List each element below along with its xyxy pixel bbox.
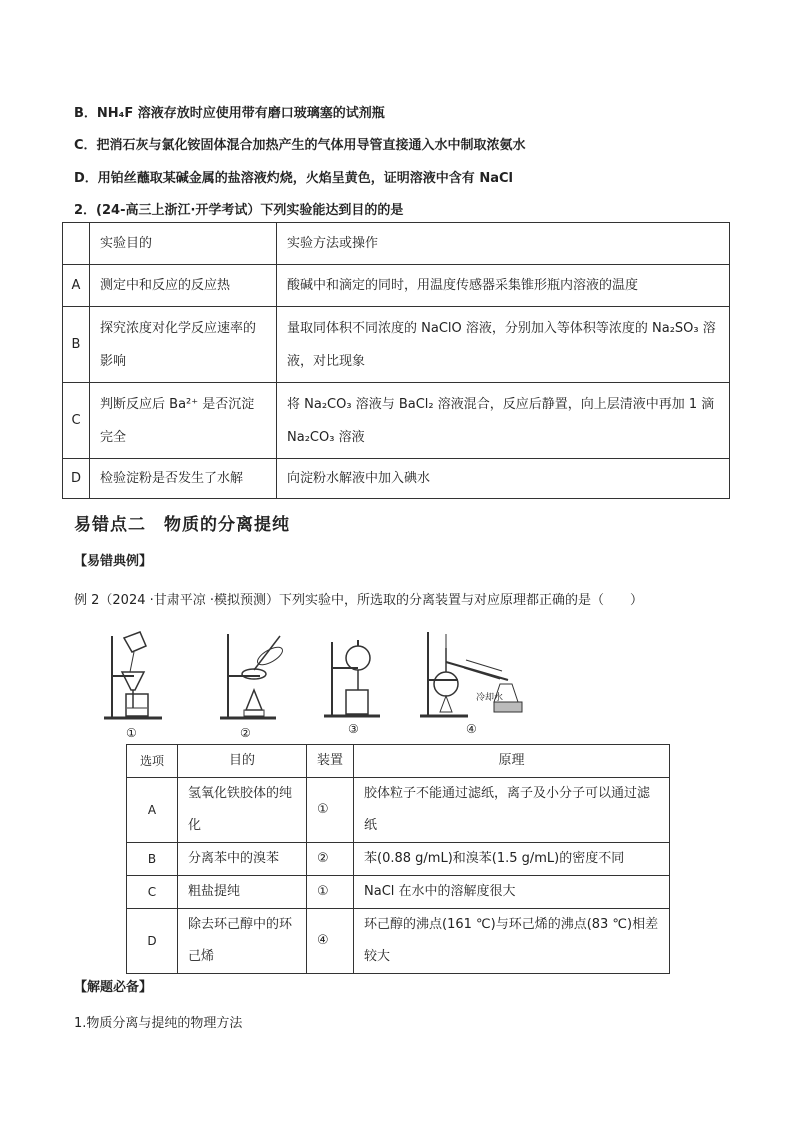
row-method: 将 Na₂CO₃ 溶液与 BaCl₂ 溶液混合，反应后静置，向上层清液中再加 1 滴 Na₂CO₃ 溶液 <box>277 383 730 459</box>
table-row <box>63 459 730 499</box>
header-method: 实验方法或操作 <box>277 223 730 265</box>
cooling-water-label: 冷却水 <box>476 693 504 703</box>
row-goal: 探究浓度对化学反应速率的影响 <box>90 307 277 383</box>
separation-table <box>126 744 670 974</box>
point-1: 1.物质分离与提纯的物理方法 <box>74 1016 243 1031</box>
example-2: 例 2（2024 ·甘肃平凉 ·模拟预测）下列实验中，所选取的分离装置与对应原理都正确的是（ ） <box>74 593 644 608</box>
separatory-funnel-figure <box>322 628 387 723</box>
table-header-row <box>63 223 730 265</box>
header-goal: 目的 <box>178 745 307 778</box>
option-b: B．NH₄F 溶液存放时应使用带有磨口玻璃塞的试剂瓶 <box>74 106 385 121</box>
header-principle: 原理 <box>354 745 670 778</box>
row-option: B <box>127 843 178 876</box>
header-option: 选项 <box>127 745 178 778</box>
row-principle: 苯(0.88 g/mL)和溴苯(1.5 g/mL)的密度不同 <box>354 843 670 876</box>
table-row <box>127 876 670 909</box>
row-goal: 粗盐提纯 <box>178 876 307 909</box>
row-device: ④ <box>307 909 354 974</box>
row-option: C <box>127 876 178 909</box>
row-principle: 胶体粒子不能通过滤纸，离子及小分子可以通过滤纸 <box>354 778 670 843</box>
option-d: D．用铂丝蘸取某碱金属的盐溶液灼烧，火焰呈黄色，证明溶液中含有 NaCl <box>74 171 513 186</box>
table-row <box>63 307 730 383</box>
distillation-apparatus-figure <box>418 628 528 723</box>
row-method: 量取同体积不同浓度的 NaClO 溶液，分别加入等体积等浓度的 Na₂SO₃ 溶液，对比现象 <box>277 307 730 383</box>
row-method: 向淀粉水解液中加入碘水 <box>277 459 730 499</box>
table-row <box>127 909 670 974</box>
row-principle: NaCl 在水中的溶解度很大 <box>354 876 670 909</box>
row-principle: 环己醇的沸点(161 ℃)与环己烯的沸点(83 ℃)相差较大 <box>354 909 670 974</box>
row-goal: 测定中和反应的反应热 <box>90 265 277 307</box>
figure-label-3: ③ <box>348 722 359 736</box>
filtration-apparatus-figure <box>100 628 170 723</box>
row-device: ① <box>307 876 354 909</box>
question-2: 2．(24-高三上浙江·开学考试）下列实验能达到目的的是 <box>74 203 404 218</box>
table-row <box>63 265 730 307</box>
header-blank <box>63 223 90 265</box>
option-c: C．把消石灰与氯化铵固体混合加热产生的气体用导管直接通入水中制取浓氨水 <box>74 138 526 153</box>
row-goal: 判断反应后 Ba²⁺ 是否沉淀完全 <box>90 383 277 459</box>
row-goal: 分离苯中的溴苯 <box>178 843 307 876</box>
row-method: 酸碱中和滴定的同时，用温度传感器采集锥形瓶内溶液的温度 <box>277 265 730 307</box>
figure-label-4: ④ <box>466 722 477 736</box>
row-option: A <box>127 778 178 843</box>
row-option: A <box>63 265 90 307</box>
header-device: 装置 <box>307 745 354 778</box>
row-goal: 检验淀粉是否发生了水解 <box>90 459 277 499</box>
table-row <box>127 778 670 843</box>
figure-label-2: ② <box>240 726 251 740</box>
table-header-row <box>127 745 670 778</box>
header-goal: 实验目的 <box>90 223 277 265</box>
row-device: ② <box>307 843 354 876</box>
row-option: C <box>63 383 90 459</box>
row-option: D <box>63 459 90 499</box>
row-device: ① <box>307 778 354 843</box>
experiment-table <box>62 222 730 499</box>
section-heading: 易错点二 物质的分离提纯 <box>74 515 290 535</box>
row-option: B <box>63 307 90 383</box>
figure-label-1: ① <box>126 726 137 740</box>
row-option: D <box>127 909 178 974</box>
row-goal: 氢氧化铁胶体的纯化 <box>178 778 307 843</box>
evaporation-apparatus-figure <box>214 628 289 723</box>
table-row <box>63 383 730 459</box>
row-goal: 除去环己醇中的环己烯 <box>178 909 307 974</box>
apparatus-figures <box>96 628 546 738</box>
typical-example-label: 【易错典例】 <box>74 554 153 569</box>
table-row <box>127 843 670 876</box>
essentials-label: 【解题必备】 <box>74 980 153 995</box>
